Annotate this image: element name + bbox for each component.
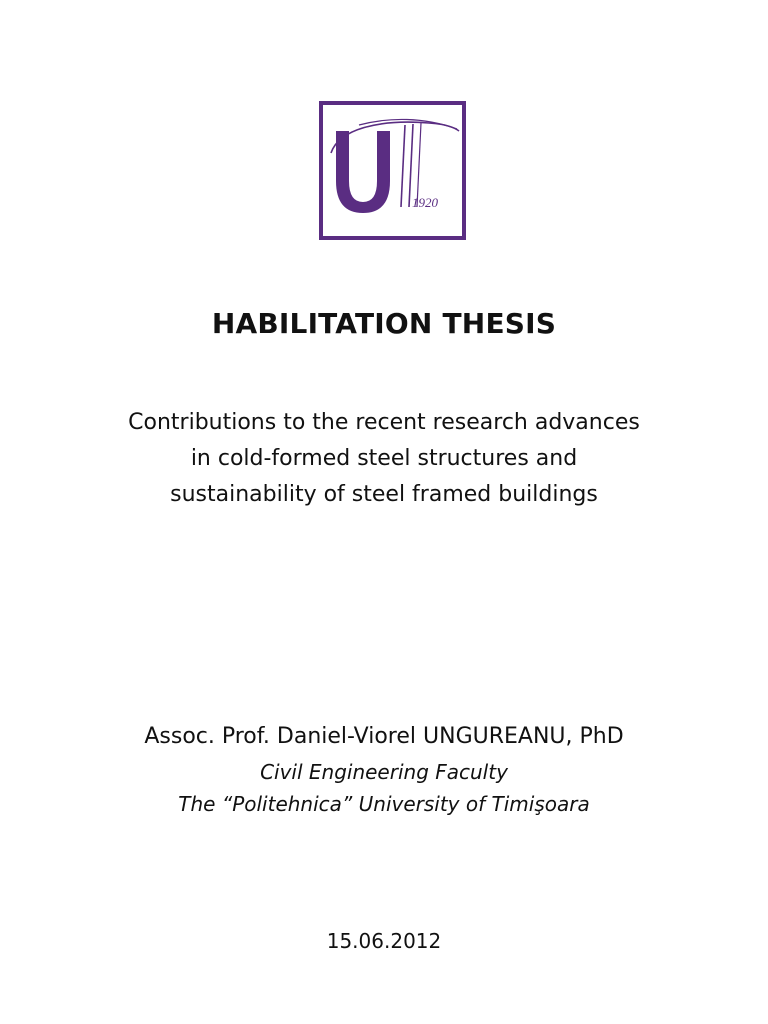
thesis-title: HABILITATION THESIS bbox=[211, 307, 557, 340]
subtitle-line-2: in cold-formed steel structures and bbox=[190, 446, 578, 471]
author-name: Assoc. Prof. Daniel-Viorel UNGUREANU, PhD bbox=[144, 724, 624, 749]
thesis-subtitle bbox=[0, 405, 768, 513]
author-faculty: Civil Engineering Faculty bbox=[260, 760, 508, 784]
subtitle-line-1: Contributions to the recent research advances bbox=[128, 410, 640, 435]
subtitle-line-3: sustainability of steel framed buildings bbox=[170, 482, 598, 507]
university-logo bbox=[319, 101, 466, 240]
upt-logo-graphic bbox=[319, 101, 466, 240]
author-university: The “Politehnica” University of Timişoara bbox=[178, 792, 590, 816]
logo-year: 1920 bbox=[412, 195, 438, 210]
thesis-date: 15.06.2012 bbox=[326, 929, 442, 953]
